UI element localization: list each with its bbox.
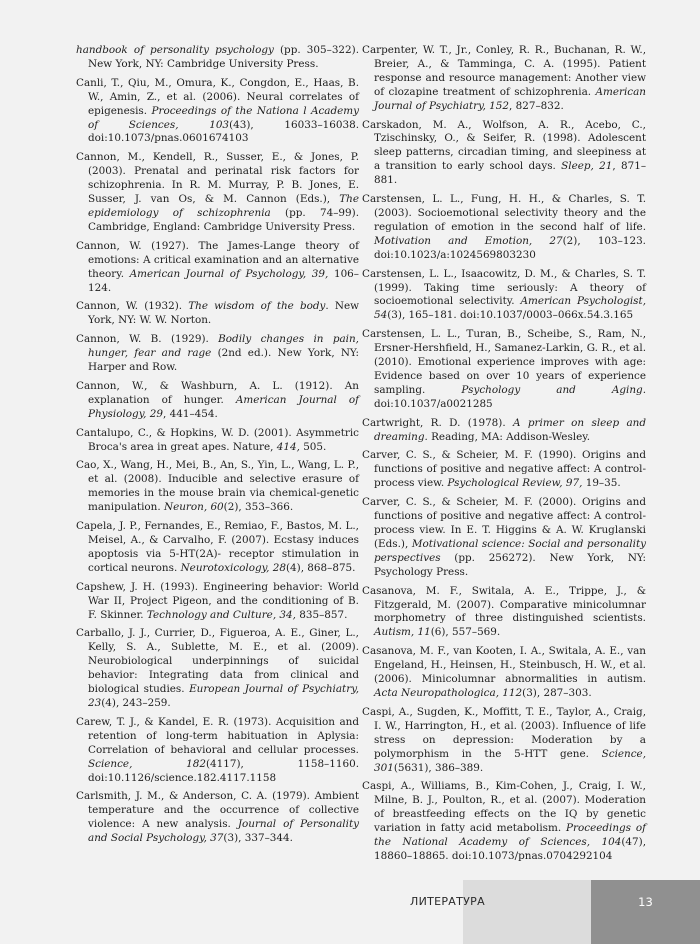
reference-text: Carstensen, L. L., Isaacowitz, D. M., & Charles, S. T. (1999). Taking time seriously: A theory of socioemotional selectivity. <box>362 267 646 308</box>
page-number-box <box>591 880 700 944</box>
reference-text: Casanova, M. F., van Kooten, I. A., Switala, A. E., van Engeland, H., Heinsen, H., Steinbusch, H. W., et al. (2006). Minicolumnar abnormalities in autism. <box>362 645 646 686</box>
reference-text: Cannon, W. B. (1929). <box>76 333 219 346</box>
reference-entry <box>76 427 359 455</box>
reference-italic-text: American Journal of Physiology, 29 <box>88 393 360 420</box>
reference-text: Capshew, J. H. (1993). Engineering behavior: World War II, Project Pigeon, and the conditioning of B. F. Skinner. <box>76 580 359 621</box>
reference-text: Cannon, W., & Washburn, A. L. (1912). An explanation of hunger. <box>76 379 359 406</box>
reference-entry <box>76 520 359 576</box>
reference-text: , 441–454. <box>163 407 218 420</box>
reference-text: Capela, J. P., Fernandes, E., Remiao, F., Bastos, M. L., Meisel, A., & Carvalho, F. (2007). Ecstasy induces apoptosis via 5-HT(2A)- receptor stimulation in cortical neurons. <box>76 520 359 574</box>
reference-text: 19–35. <box>582 477 621 490</box>
reference-entry <box>362 193 646 263</box>
reference-italic-text: Neurotoxicology, 28 <box>180 561 286 574</box>
reference-text: Casanova, M. F., Switala, A. E., Trippe, J., & Fitzgerald, M. (2007). Comparative minicolumnar morphometry of three distinguished scientists. <box>362 584 646 625</box>
reference-text: . Reading, MA: Addison-Wesley. <box>424 430 591 443</box>
reference-text: Carstensen, L. L., Fung, H. H., & Charles, S. T. (2003). Socioemotional selectivity theory and the regulation of emotion in the second half of life. <box>362 193 646 233</box>
reference-text: Cao, X., Wang, H., Mei, B., An, S., Yin, L., Wang, L. P., et al. (2008). Inducible and selective erasure of memories in the mouse brain via chemical-genetic manipulation. <box>76 459 359 514</box>
reference-entry <box>76 240 359 296</box>
reference-italic-text: Motivation and Emotion, 27 <box>374 234 563 247</box>
reference-italic-text: The epidemiology of schizophrenia <box>88 193 359 219</box>
reference-italic-text: Science, 182 <box>88 757 206 770</box>
reference-italic-text: American Psychologist, 54 <box>374 295 646 322</box>
reference-italic-text: American Journal of Psychology, 39, <box>129 267 329 280</box>
reference-italic-text: Autism, 11 <box>374 626 431 639</box>
reference-italic-text: American Journal of Psychiatry, 152 <box>374 85 646 112</box>
reference-entry <box>362 328 646 411</box>
reference-text: , 871–881. <box>374 160 647 187</box>
reference-entry <box>362 496 646 579</box>
reference-text: (pp. 305–322). New York, NY: Cambridge University Press. <box>88 44 360 70</box>
reference-text: (4117), 1158–1160. doi:10.1126/science.182.4117.1158 <box>88 757 359 784</box>
reference-text: Carew, T. J., & Kandel, E. R. (1973). Acquisition and retention of long-term habituation in Aplysia: Correlation of behavioral and cellular processes. <box>76 715 359 756</box>
reference-text: (3), 287–303. <box>522 686 592 699</box>
reference-italic-text: Technology and Culture, 34, <box>146 608 296 621</box>
reference-text: Carver, C. S., & Scheier, M. F. (1990). Origins and functions of positive and negative affect: A control-process view. <box>362 449 646 490</box>
reference-italic-text: Proceedings of the National Academy of Sciences, 104 <box>374 822 646 849</box>
reference-italic-text: Bodily changes in pain, hunger, fear and rage <box>88 333 359 360</box>
reference-text: (5631), 386–389. <box>393 761 484 774</box>
reference-entry <box>76 716 359 786</box>
reference-text: . doi:10.1037/a0021285 <box>374 383 646 410</box>
reference-column-right <box>362 44 646 869</box>
reference-italic-text: Psychology and Aging <box>461 383 643 396</box>
reference-italic-text: European Journal of Psychiatry, 23 <box>88 683 359 709</box>
reference-text: Carstensen, L. L., Turan, B., Scheibe, S., Ram, N., Ersner-Hershfield, H., Samanez-Larkin, G. R., et al. (2010). Emotional experience improves with age: Evidence based on over 10 years of experience sampling. <box>362 328 646 396</box>
reference-entry <box>76 627 359 710</box>
reference-text: (3), 165–181. doi:10.1037/0003–066x.54.3.165 <box>387 309 634 322</box>
reference-text: Carlsmith, J. M., & Anderson, C. A. (1979). Ambient temperature and the occurrence of collective violence: A new analysis. <box>76 790 359 831</box>
reference-italic-text: Acta Neuropathologica, 112 <box>374 686 523 699</box>
footer-section-label: ЛИТЕРАТУРА <box>410 895 485 908</box>
reference-text: (pp. 74–99). Cambridge, England: Cambridge University Press. <box>88 206 359 233</box>
reference-text: Cannon, W. (1932). <box>76 300 189 313</box>
reference-entry <box>76 790 359 846</box>
reference-entry <box>76 300 359 328</box>
page-number: 13 <box>638 895 653 909</box>
reference-text: Carballo, J. J., Currier, D., Figueroa, A. E., Giner, L., Kelly, S. A., Sublette, M. E., et al. (2009). Neurobiological underpinnings of suicidal behavior: Integrating data from clinical and biological studies. <box>76 627 359 696</box>
reference-entry <box>76 151 359 234</box>
reference-text: (4), 868–875. <box>285 561 356 574</box>
reference-entry <box>362 44 646 114</box>
reference-italic-text: Science, 301 <box>374 747 646 774</box>
reference-text: Cannon, M., Kendell, R., Susser, E., & Jones, P. (2003). Prenatal and perinatal risk factors for schizophrenia. In R. M. Murray, P. B. Jones, E. Susser, J. van Os, & M. Cannon (Eds.), <box>76 151 359 206</box>
reference-entry <box>362 780 646 863</box>
reference-text: Cartwright, R. D. (1978). <box>362 416 514 429</box>
reference-column-left <box>76 44 359 851</box>
reference-text: 505. <box>299 440 327 453</box>
reference-entry <box>76 380 359 422</box>
reference-text: Carskadon, M. A., Wolfson, A. R., Acebo, C., Tzischinsky, O., & Seifer, R. (1998). Adolescent sleep patterns, circadian timing, and sleepiness at a transition to early school days. <box>362 118 646 173</box>
reference-text: (47), 18860–18865. doi:10.1073/pnas.0704292104 <box>374 836 646 862</box>
reference-italic-text: Motivational science: Social and personality perspectives <box>374 537 646 564</box>
reference-italic-text: 414, <box>276 440 300 453</box>
reference-text: Cannon, W. (1927). The James-Lange theory of emotions: A critical examination and an alternative theory. <box>76 239 359 280</box>
reference-italic-text: Sleep, 21 <box>561 160 613 173</box>
reference-italic-text: Neuron, 60 <box>163 501 224 514</box>
reference-entry <box>362 645 646 701</box>
reference-text: Carver, C. S., & Scheier, M. F. (2000). Origins and functions of positive and negative affect: A control-process view. In E. T. Higgins & A. W. Kruglanski (Eds.), <box>362 496 646 550</box>
reference-italic-text: handbook of personality psychology <box>76 44 274 56</box>
reference-text: (43), 16033–16038. doi:10.1073/pnas.0601674103 <box>88 118 360 145</box>
reference-text: . New York, NY: W. W. Norton. <box>88 300 359 327</box>
reference-entry <box>362 706 646 776</box>
reference-italic-text: A primer on sleep and dreaming <box>374 416 646 443</box>
reference-text: , 827–832. <box>509 99 564 112</box>
reference-text: (4), 243–259. <box>101 696 171 709</box>
reference-entry <box>76 44 359 72</box>
reference-entry <box>362 119 646 189</box>
reference-text: Canli, T., Qiu, M., Omura, K., Congdon, E., Haas, B. W., Amin, Z., et al. (2006). Neural correlates of epigenesis. <box>76 76 359 117</box>
reference-italic-text: The wisdom of the body <box>188 300 326 313</box>
reference-entry <box>362 268 646 324</box>
reference-text: 835–857. <box>295 608 348 621</box>
reference-entry <box>76 581 359 623</box>
reference-entry <box>362 585 646 641</box>
reference-text: (pp. 256272). New York, NY: Psychology Press. <box>374 551 646 578</box>
reference-italic-text: Journal of Personality and Social Psychology, 37 <box>88 818 359 845</box>
reference-text: 106–124. <box>88 267 359 294</box>
reference-text: (3), 337–344. <box>223 832 293 845</box>
reference-text: Cantalupo, C., & Hopkins, W. D. (2001). Asymmetric Broca's area in great apes. Nature, <box>76 426 359 453</box>
reference-entry <box>362 449 646 491</box>
reference-text: (6), 557–569. <box>430 626 501 639</box>
reference-text: (2), 353–366. <box>223 501 294 514</box>
reference-italic-text: Psychological Review, 97, <box>447 477 583 490</box>
reference-text: (2nd ed.). New York, NY: Harper and Row. <box>88 347 360 374</box>
reference-text: Carpenter, W. T., Jr., Conley, R. R., Buchanan, R. W., Breier, A., & Tamminga, C. A. (1995). Patient response and resource management: Another view of clozapine treatment of schizophrenia. <box>362 44 646 98</box>
reference-text: (2), 103–123. doi:10.1023/a:1024569803230 <box>374 234 646 261</box>
footer-band <box>463 880 591 944</box>
reference-entry <box>76 77 359 147</box>
reference-entry <box>362 417 646 445</box>
reference-italic-text: Proceedings of the Nationa l Academy of Sciences, 103 <box>88 104 359 131</box>
reference-entry <box>76 333 359 375</box>
reference-text: Caspi, A., Sugden, K., Moffitt, T. E., Taylor, A., Craig, I. W., Harrington, H., et al. (2003). Influence of life stress on depression: Moderation by a polymorphism in the 5-HTT gene. <box>362 705 646 760</box>
reference-entry <box>76 459 359 515</box>
reference-text: Caspi, A., Williams, B., Kim-Cohen, J., Craig, I. W., Milne, B. J., Poulton, R., et al. (2007). Moderation of breastfeeding effects on the IQ by genetic variation in fatty acid metabolism. <box>362 780 646 835</box>
